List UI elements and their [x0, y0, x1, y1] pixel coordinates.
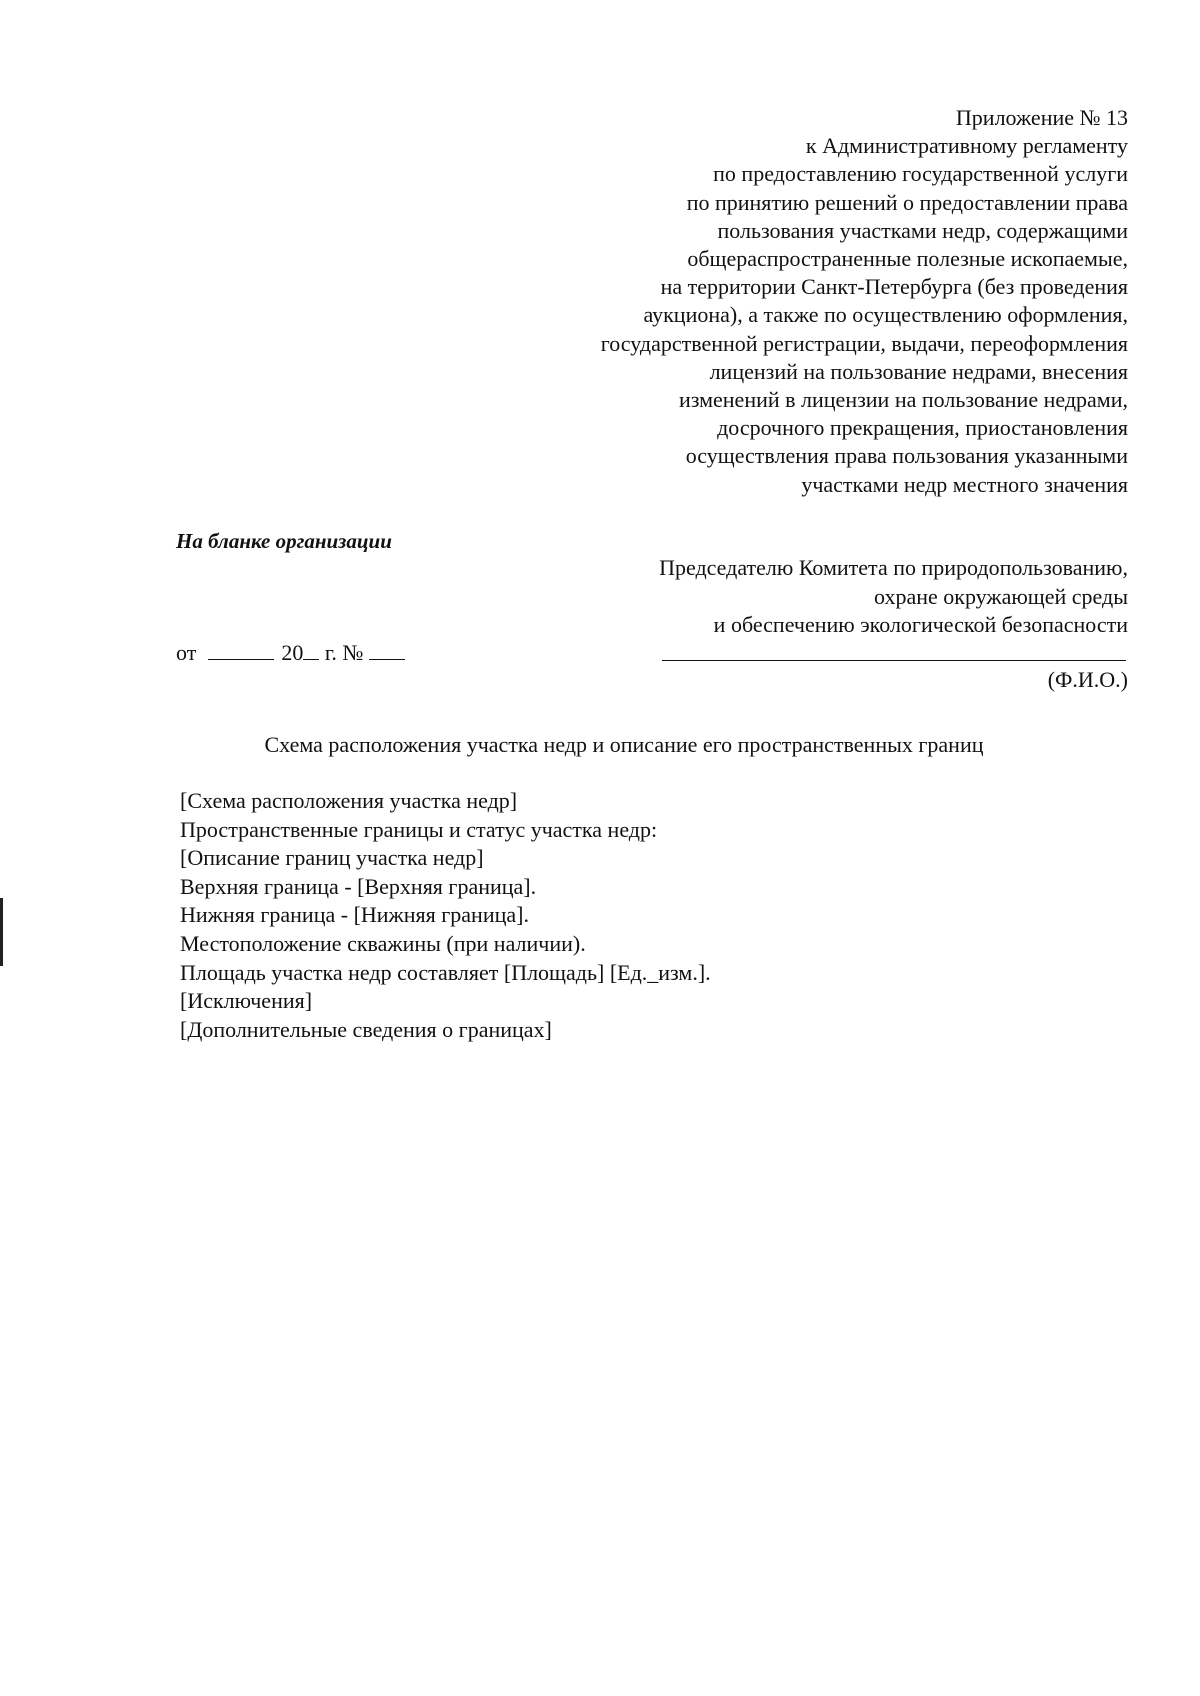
body-line: Верхняя граница - [Верхняя граница]. — [180, 873, 537, 899]
document-number-field[interactable] — [369, 641, 405, 660]
appendix-line: общераспространенные полезные ископаемые, — [687, 246, 1128, 272]
appendix-line: досрочного прекращения, приостановления — [717, 415, 1128, 441]
body-line: Пространственные границы и статус участка недр: — [180, 816, 658, 842]
addressee-line: и обеспечению экологической безопасности — [713, 612, 1128, 637]
letterhead-note: На бланке организации — [176, 529, 392, 553]
appendix-line: к Административному регламенту — [805, 133, 1128, 159]
body-line: [Описание границ участка недр] — [180, 845, 484, 871]
addressee-name-field[interactable] — [662, 660, 1126, 661]
appendix-line: осуществления права пользования указанными — [685, 443, 1128, 469]
appendix-line: государственной регистрации, выдачи, переоформления — [600, 330, 1128, 356]
appendix-line: на территории Санкт-Петербурга (без проведения — [660, 274, 1128, 300]
document-body — [180, 787, 711, 1044]
appendix-line: пользования участками недр, содержащими — [717, 217, 1128, 243]
date-year-field[interactable] — [303, 641, 319, 660]
body-line: Местоположение скважины (при наличии). — [180, 930, 586, 956]
body-line: Площадь участка недр составляет [Площадь] [Ед._изм.]. — [180, 959, 711, 985]
body-line: [Дополнительные сведения о границах] — [180, 1016, 552, 1042]
appendix-line: по предоставлению государственной услуги — [713, 161, 1128, 187]
appendix-line: по принятию решений о предоставлении права — [686, 189, 1128, 215]
body-line: [Схема расположения участка недр] — [180, 788, 518, 813]
document-title: Схема расположения участка недр и описание его пространственных границ — [264, 732, 984, 757]
date-prefix: от — [176, 640, 197, 665]
appendix-line: Приложение № 13 — [955, 105, 1128, 130]
date-number-label: г. № — [324, 640, 364, 665]
appendix-line: изменений в лицензии на пользование недрами, — [678, 387, 1128, 413]
addressee-line: охране окружающей среды — [874, 583, 1128, 609]
date-number-line — [176, 640, 405, 666]
date-day-field[interactable] — [208, 641, 274, 660]
appendix-header — [508, 104, 1128, 499]
fio-caption: (Ф.И.О.) — [1047, 667, 1128, 692]
appendix-line: участками недр местного значения — [801, 471, 1128, 497]
body-line: Нижняя граница - [Нижняя граница]. — [180, 902, 529, 928]
addressee-block — [488, 554, 1128, 640]
date-year-prefix: 20 — [281, 640, 304, 665]
appendix-line: аукциона), а также по осуществлению оформления, — [643, 302, 1128, 328]
appendix-line: лицензий на пользование недрами, внесения — [709, 358, 1128, 384]
body-line: [Исключения] — [180, 988, 313, 1014]
addressee-line: Председателю Комитета по природопользованию, — [659, 555, 1128, 580]
scan-edge-mark — [0, 898, 3, 966]
